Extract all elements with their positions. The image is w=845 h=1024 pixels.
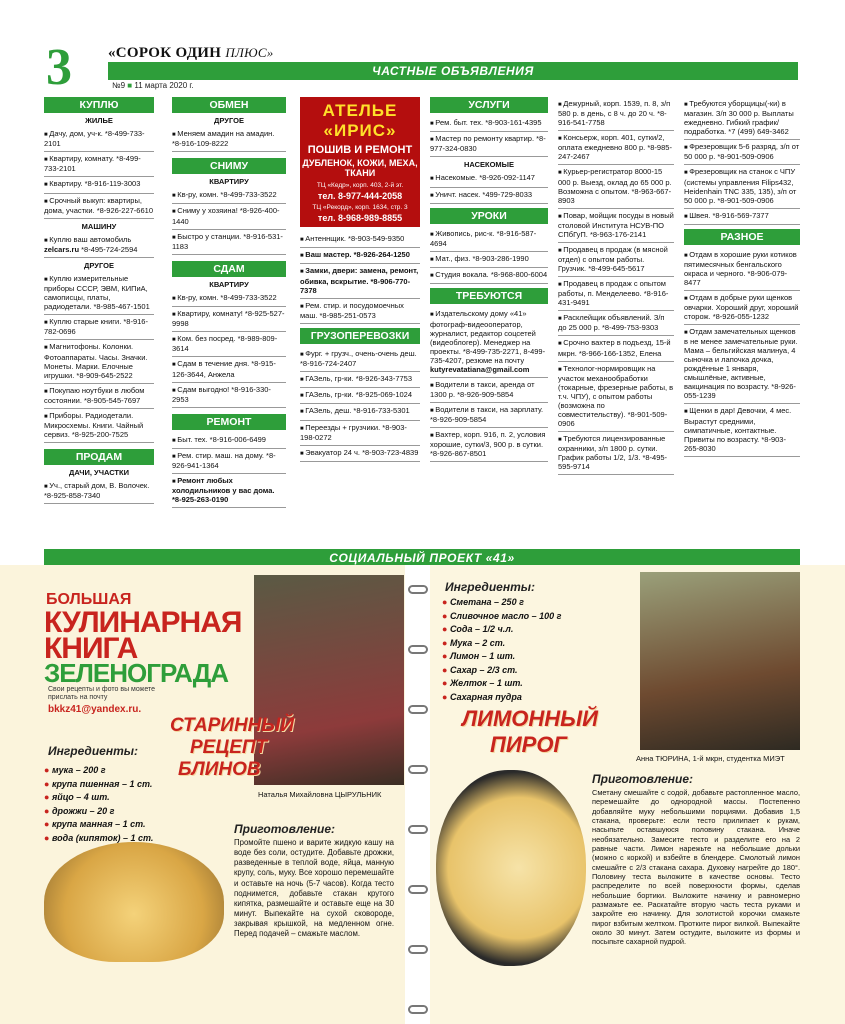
ingredient: ● крупа пшенная – 1 ст. xyxy=(44,778,153,792)
column-kuplyu xyxy=(44,97,154,504)
ad-email: kutyrevatatiana@gmail.com xyxy=(430,364,530,374)
atelie-tel2: тел. 8-968-989-8855 xyxy=(317,212,403,223)
ring xyxy=(408,705,428,714)
left-ingredients-list xyxy=(44,764,153,845)
ad: ■ Квартиру, комнату! *8-925-527-9998 xyxy=(172,307,286,332)
book-title-3: КНИГА xyxy=(44,632,138,665)
ad: ■ Куплю старые книги. *8-916-782-0696 xyxy=(44,315,154,340)
ring xyxy=(408,825,428,834)
ad: ■ Приборы. Радиодетали. Микросхемы. Книги. Чайный сервиз. *8-925-200-7525 xyxy=(44,409,154,443)
ad: ■ Кв-ру, комн. *8-499-733-3522 xyxy=(172,188,286,204)
ring xyxy=(408,1005,428,1014)
left-title-1: СТАРИННЫЙ xyxy=(170,715,295,736)
ad: ■ Отдам замечательных щенков в не менее замечательные руки. Мама – бельгийская малинуа, 4 сыночка и лапочка дочка, рождённые 1 января, смышлёные, активные, вакцинация по возрасту. *8-926-055-1239 xyxy=(684,325,800,404)
column-services xyxy=(300,232,420,462)
ad: ■ Сниму у хозяина! *8-926-400-1440 xyxy=(172,204,286,229)
ad: ■ ГАЗель, деш. *8-916-733-5301 xyxy=(300,404,420,420)
ingredient: ● яйцо – 4 шт. xyxy=(44,791,153,805)
ingredient: ● Мука – 2 ст. xyxy=(442,637,561,651)
ad: ■ Швея. *8-916-569-7377 xyxy=(684,209,800,225)
atelie-line1: ПОШИВ И РЕМОНТ xyxy=(307,144,413,156)
sub-drugoe: ДРУГОЕ xyxy=(214,116,244,125)
section-band xyxy=(108,62,798,80)
ingredient: ● Сахарная пудра xyxy=(442,691,561,705)
book-title-4: ЗЕЛЕНОГРАДА xyxy=(44,658,229,688)
ad: ■ Водители в такси, аренда от 1300 р. *8-926-909-5854 xyxy=(430,378,548,403)
heading-gruzoperevozki: ГРУЗОПЕРЕВОЗКИ xyxy=(300,328,420,344)
ad: ■ Меняем амадин на амадин. *8-916-109-8222 xyxy=(172,127,286,152)
left-prep-text: Промойте пшено и варите жидкую кашу на воде без соли, остудите. Добавьте дрожжи, разведенные в теплой воде, яйца, манную крупу, соль, муку. Все хорошо перемешайте и оставьте на ночь (5-7 часов). Когда тесто поднимется, добавьте стакан крутого кипятка, размешайте и оставьте еще на 30 минут. Выпекайте на сухой сковороде, закрывая крышкой, на медленном огне. Перед подачей – смажьте маслом. xyxy=(234,838,394,939)
notebook-spiral xyxy=(405,565,430,1024)
atelie-line2: ДУБЛЕНОК, КОЖИ, МЕХА, ТКАНИ xyxy=(302,158,418,178)
heading-uslugi: УСЛУГИ xyxy=(430,97,548,113)
ad: ■ Отдам в добрые руки щенков овчарки. Хороший друг, хороший сторож. *8-926-055-1232 xyxy=(684,291,800,325)
ad: ■ Ваш мастер. *8-926-264-1250 xyxy=(300,248,420,264)
heading-obmen: ОБМЕН xyxy=(172,97,286,113)
atelie-name: АТЕЛЬЕ «ИРИС» xyxy=(322,101,398,140)
ad: ■ Рем. быт. тех. *8-903-161-4395 xyxy=(430,116,548,132)
ad: ■ Фрезеровщик на станок с ЧПУ (системы управления Filips432, Heidenhain TNC 335, 135), з/п от 50 000 р. *8-901-509-0906 xyxy=(684,165,800,208)
column-uslugi xyxy=(430,97,548,462)
book-email: bkkz41@yandex.ru. xyxy=(48,704,142,715)
left-title-3: БЛИНОВ xyxy=(178,759,261,780)
column-raznoe xyxy=(684,97,800,457)
masthead-suffix: ПЛЮС» xyxy=(225,45,274,60)
ad-phone: *8-495-724-2594 xyxy=(81,244,138,254)
column-vacancies xyxy=(558,97,674,475)
heading-prodam: ПРОДАМ xyxy=(44,449,154,465)
ad-job xyxy=(430,307,548,377)
sub-kvartiru: КВАРТИРУ xyxy=(209,279,249,289)
ring xyxy=(408,945,428,954)
ad: ■ Кв-ру, комн. *8-499-733-3522 xyxy=(172,291,286,307)
ad: ■ Замки, двери: замена, ремонт, обивка, вскрытие. *8-906-770-7378 xyxy=(300,264,420,298)
issue-number: №9 xyxy=(112,81,126,90)
right-title-2: ПИРОГ xyxy=(490,732,567,757)
ad: ■ Сдам в течение дня. *8-915-126-3644, Анжела xyxy=(172,357,286,382)
ingredient: ● крупа манная – 1 ст. xyxy=(44,818,153,832)
ad: ■ Квартиру, комнату. *8-499-733-2101 xyxy=(44,152,154,177)
photo-grandma xyxy=(254,575,404,785)
left-title-2: РЕЦЕПТ xyxy=(190,737,268,758)
photo-caption-right: Анна ТЮРИНА, 1-й мкрн, студентка МИЭТ xyxy=(636,754,785,763)
ad: ■ Мат., физ. *8-903-286-1990 xyxy=(430,252,548,268)
page-number: 3 xyxy=(46,39,72,96)
ad: ■ Сдам выгодно! *8-916-330-2953 xyxy=(172,383,286,408)
masthead-title: «СОРОК ОДИН xyxy=(108,45,222,61)
sub-dachi: ДАЧИ, УЧАСТКИ xyxy=(69,467,129,477)
ad: ■ Уничт. насек. *499-729-8033 xyxy=(430,188,548,204)
ad-car xyxy=(44,233,154,258)
ad-text: Издательскому дому «41» фотограф-видеооператор, журналист, редактор соцсетей (видеоблогер). Менеджер на проекты. *8-499-735-2271, 8-499-735-4207, резюме на почту xyxy=(430,309,546,365)
ad: ■ Студия вокала. *8-968-800-6004 xyxy=(430,268,548,284)
ad-text: Куплю ваш автомобиль xyxy=(49,234,132,244)
atelie-tel1: тел. 8-977-444-2058 xyxy=(317,190,403,201)
ad: ■ Технолог-нормировщик на участок механообработки (токарные, фрезерные работы, в т.ч. ЧПУ), с опытом работы (возможна по совместительству). *8-901-509-0906 xyxy=(558,362,674,432)
ingredient: ● мука – 200 г xyxy=(44,764,153,778)
ad: ■ Рем. стир. и посудомоечных маш. *8-985-251-0573 xyxy=(300,299,420,324)
heading-remont: РЕМОНТ xyxy=(172,414,286,430)
left-ingredients-heading: Ингредиенты: xyxy=(48,744,139,758)
heading-uroki: УРОКИ xyxy=(430,208,548,224)
social-title: СОЦИАЛЬНЫЙ ПРОЕКТ «41» xyxy=(329,551,515,565)
masthead xyxy=(108,45,274,62)
ad: ■ Мастер по ремонту квартир. *8-977-324-0830 xyxy=(430,132,548,157)
ad: ■ Ремонт любых холодильников у вас дома. *8-925-263-0190 xyxy=(172,474,286,508)
ad: ■ Ком. без посред. *8-989-809-3614 xyxy=(172,332,286,357)
sub-kvartiru: КВАРТИРУ xyxy=(209,177,249,187)
atelie-ad xyxy=(300,97,420,227)
ad: ■ Повар, мойщик посуды в новый столовой Института НСУВ-ПО СПбГуП. *8-963-176-2141 xyxy=(558,209,674,243)
ad: ■ Щенки в дар! Девочки, 4 мес. Вырастут средними, симпатичные, контактные. Привиты по возрасту. *8-903-265-8030 xyxy=(684,404,800,456)
ad: ■ Продавец в продаж (в мясной отдел) с опытом работы. Грузчик. *8-499-645-5617 xyxy=(558,243,674,277)
atelie-addr2: ТЦ «Рекорд», корп. 1634, стр. 3 xyxy=(312,203,408,211)
ingredient: ● дрожжи – 20 г xyxy=(44,805,153,819)
ad: ■ Отдам в хорошие руки котиков пятимесячных бенгальского окраса и черного. *8-906-079-8477 xyxy=(684,248,800,291)
ad: ■ Рем. стир. маш. на дому. *8-926-941-1364 xyxy=(172,449,286,474)
ad: ■ Быт. тех. *8-916-006-6499 xyxy=(172,433,286,449)
ad: ■ Переезды + грузчики. *8-903-198-0272 xyxy=(300,421,420,446)
ring xyxy=(408,645,428,654)
column-obmen xyxy=(172,97,286,508)
ad: ■ Фург. + грузч., очень-очень деш. *8-916-724-2407 xyxy=(300,347,420,372)
ad: ■ Квартиру. *8-916-119-3003 xyxy=(44,177,154,193)
heading-sdam: СДАМ xyxy=(172,261,286,277)
ingredient: ● Сливочное масло – 100 г xyxy=(442,610,561,624)
heading-trebuyutsya: ТРЕБУЮТСЯ xyxy=(430,288,548,304)
ad: ■ Требуются лицензированные охранники, з/п 1800 р. сутки. График работы 1/2, 1/3. *8-495-595-9714 xyxy=(558,432,674,475)
sub-zhilye: ЖИЛЬЕ xyxy=(85,116,113,125)
ad: ■ Фрезеровщик 5-6 разряд, з/п от 50 000 р. *8-901-509-0906 xyxy=(684,140,800,165)
ad: ■ Расклейщик объявлений. З/п до 25 000 р. *8-499-753-9303 xyxy=(558,311,674,336)
heading-snimu: СНИМУ xyxy=(172,158,286,174)
sub-mashinu: МАШИНУ xyxy=(81,221,117,231)
ad: ■ Насекомые. *8-926-092-1147 xyxy=(430,171,548,187)
ad: ■ Срочно вахтер в подъезд, 15-й мкрн. *8-966-166-1352, Елена xyxy=(558,336,674,361)
left-prep-heading: Приготовление: xyxy=(234,822,336,836)
ad: ■ Продавец в продаж с опытом работы, п. Менделеево. *8-916-431-9491 xyxy=(558,277,674,311)
ad: ■ Живопись, рис-к. *8-916-587-4694 xyxy=(430,227,548,252)
heading-kuplyu: КУПЛЮ xyxy=(44,97,154,113)
ingredient: ● вода (кипяток) – 1 ст. xyxy=(44,832,153,846)
photo-caption-left: Наталья Михайловна ЦЫРУЛЬНИК xyxy=(258,790,382,799)
ring xyxy=(408,885,428,894)
ad: ■ Вахтер, корп. 916, п. 2, условия хорошие, сутки/3, 900 р. в сутки. *8-926-867-8501 xyxy=(430,428,548,462)
ad: ■ Антеннщик. *8-903-549-9350 xyxy=(300,232,420,248)
heading-raznoe: РАЗНОЕ xyxy=(684,229,800,245)
book-title-1: БОЛЬШАЯ xyxy=(46,591,132,608)
sub-nasekomye: НАСЕКОМЫЕ xyxy=(463,160,515,170)
right-ingredients-heading: Ингредиенты: xyxy=(445,580,536,594)
ingredient: ● Сахар – 2/3 ст. xyxy=(442,664,561,678)
ad: ■ Курьер-регистратор 8000-15 000 р. Выезд, оклад до 65 000 р. Возможна с опытом. *8-963-667-8903 xyxy=(558,165,674,208)
section-title: ЧАСТНЫЕ ОБЪЯВЛЕНИЯ xyxy=(372,64,534,78)
ad: ■ Требуются уборщицы(-ки) в магазин. З/п 30 000 р. Выплаты ежедневно. Гибкий график/подработка. *7 (499) 649-3462 xyxy=(684,97,800,140)
right-prep-heading: Приготовление: xyxy=(592,772,694,786)
ad: ■ Уч., старый дом, В. Волочек. *8-925-858-7340 xyxy=(44,479,154,504)
ring xyxy=(408,765,428,774)
ad: ■ ГАЗель, гр-ки. *8-926-343-7753 xyxy=(300,372,420,388)
ingredient: ● Желток – 1 шт. xyxy=(442,677,561,691)
photo-anna xyxy=(640,572,800,750)
ad: ■ Покупаю ноутбуки в любом состоянии. *8-905-545-7697 xyxy=(44,384,154,409)
ad: ■ Быстро у станции. *8-916-531-1183 xyxy=(172,230,286,255)
ad: ■ Срочный выкуп: квартиры, дома, участки. *8-926-227-6610 xyxy=(44,194,154,219)
ingredient: ● Сода – 1/2 ч.л. xyxy=(442,623,561,637)
ad: ■ Дачу, дом, уч-к. *8-499-733-2101 xyxy=(44,127,154,152)
issue-date: 11 марта 2020 г. xyxy=(134,81,194,90)
ad: ■ ГАЗель, гр-ки. *8-925-069-1024 xyxy=(300,388,420,404)
book-title-2: КУЛИНАРНАЯ xyxy=(44,606,242,639)
right-ingredients-list xyxy=(442,596,561,704)
ad: ■ Консьерж, корп. 401, сутки/2, оплата ежедневно 800 р. *8-985-247-2467 xyxy=(558,131,674,165)
ingredient: ● Лимон – 1 шт. xyxy=(442,650,561,664)
ad: ■ Магнитофоны. Колонки. Фотоаппараты. Часы. Значки. Монеты. Марки. Елочные игрушки. *8-909-645-2522 xyxy=(44,340,154,383)
book-caption: Свои рецепты и фото вы можете прислать на почту xyxy=(48,686,156,702)
ring xyxy=(408,585,428,594)
ad: ■ Дежурный, корп. 1539, п. 8, з/п 580 р. в день, с 8 ч. до 20 ч. *8-916-541-7758 xyxy=(558,97,674,131)
photo-pancakes xyxy=(44,842,224,962)
photo-lemon-pie xyxy=(436,770,586,966)
atelie-addr1: ТЦ «Кедр», корп. 403, 2-й эт. xyxy=(316,181,404,189)
right-title-1: ЛИМОННЫЙ xyxy=(462,706,598,731)
ingredient: ● Сметана – 250 г xyxy=(442,596,561,610)
ad-site: zelcars.ru xyxy=(44,244,80,254)
right-prep-text: Сметану смешайте с содой, добавьте растопленное масло, перемешайте до однородной массы. Постепенно добавляйте муку небольшими порциями. Добавив 1,5 стакана, проверьте: если тесто прилипает к рукам, насыпьте оставшуюся половину стакана. Иначе необязательно. Замесите тесто и разделите его на 2 равные части. Лимон нарежьте на небольшие дольки (можно с коркой) и взбейте в блендере. Смолотый лимон смешайте с 2/3 стакана сахара. Духовку нагрейте до 180°. Половину теста выложите в качестве основы. Тесто распределите по всей поверхности формы, сделав небольшие бортики. Выложите начинку и равномерно размажьте ее. Раскатайте вторую часть теста руками и закройте ею начинку. Для золотистой корочки смажьте пирог взбитым желтком. Протките пирог вилкой. Выпекайте около 30 минут. Затем остудите, выложите из формы и посыпьте сахарной пудрой. xyxy=(592,788,800,947)
ad: ■ Эвакуатор 24 ч. *8-903-723-4839 xyxy=(300,446,420,462)
ad: ■ Куплю измерительные приборы СССР, ЭВМ, КИПиА, самописцы, платы, радиодетали. *8-985-467-1501 xyxy=(44,272,154,315)
ad: ■ Водители в такси, на зарплату. *8-926-909-5854 xyxy=(430,403,548,428)
issue-line: №9 ■ 11 марта 2020 г. xyxy=(112,81,194,90)
sub-drugoe: ДРУГОЕ xyxy=(84,260,114,270)
